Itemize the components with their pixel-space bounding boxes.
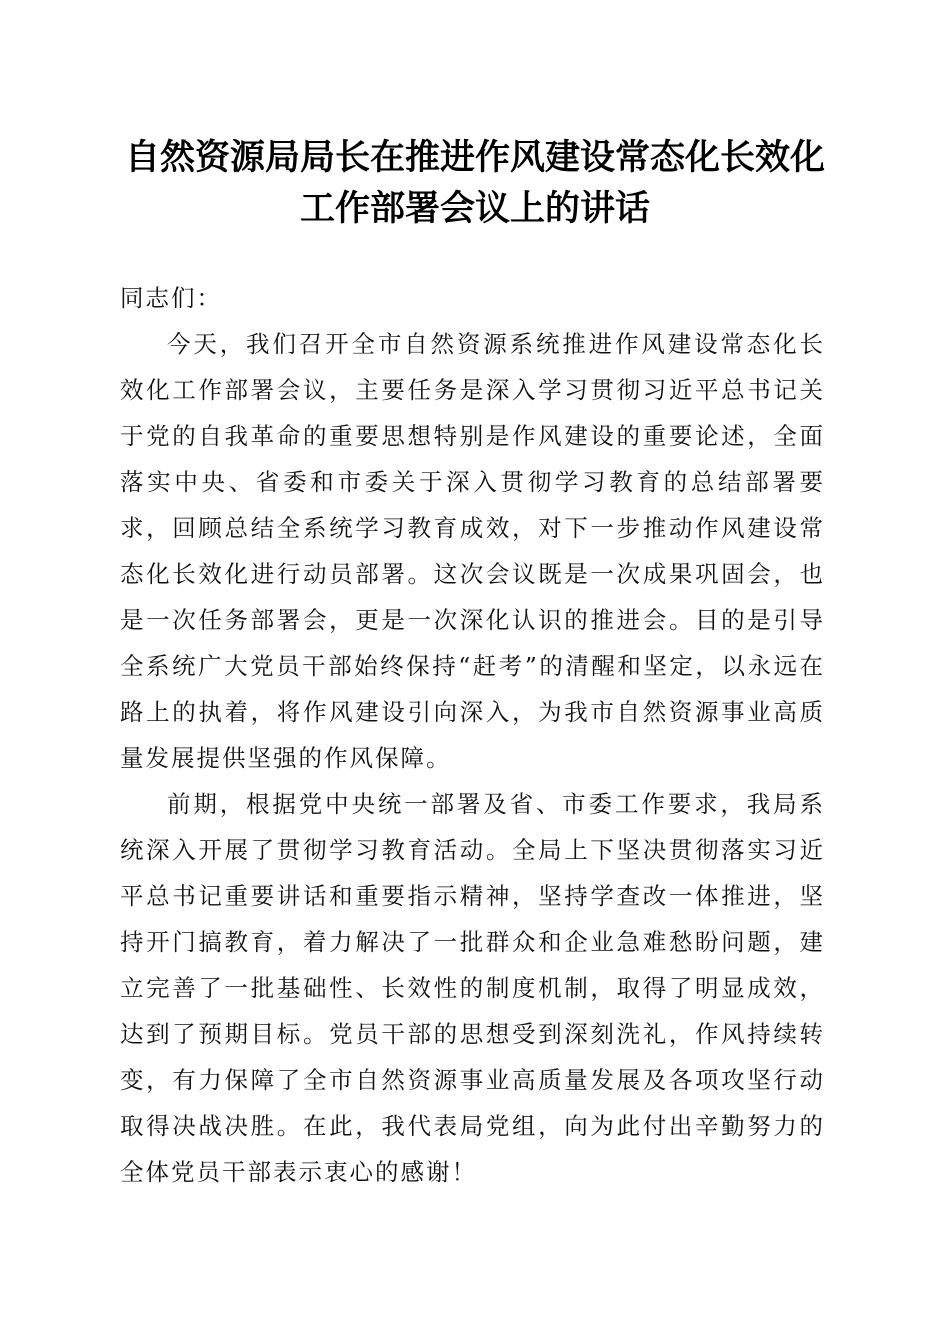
title-line-2: 工作部署会议上的讲话 xyxy=(299,188,650,229)
document-body xyxy=(120,275,825,1195)
paragraph-2: 前期，根据党中央统一部署及省、市委工作要求，我局系统深入开展了贯彻学习教育活动。全局上下坚决贯彻落实习近平总书记重要讲话和重要指示精神，坚持学查改一体推进，坚持开门搞教育，着力解决了一批群众和企业急难愁盼问题，建立完善了一批基础性、长效性的制度机制，取得了明显成效，达到了预期目标。党员干部的思想受到深刻洗礼，作风持续转变，有力保障了全市自然资源事业高质量发展及各项攻坚行动取得决战决胜。在此，我代表局党组，向为此付出辛勤努力的全体党员干部表示衷心的感谢！ xyxy=(120,790,825,1186)
paragraph-1: 今天，我们召开全市自然资源系统推进作风建设常态化长效化工作部署会议，主要任务是深入学习贯彻习近平总书记关于党的自我革命的重要思想特别是作风建设的重要论述，全面落实中央、省委和市委关于深入贯彻学习教育的总结部署要求，回顾总结全系统学习教育成效，对下一步推动作风建设常态化长效化进行动员部署。这次会议既是一次成果巩固会，也是一次任务部署会，更是一次深化认识的推进会。目的是引导全系统广大党员干部始终保持“赶考”的清醒和坚定，以永远在路上的执着，将作风建设引向深入，为我市自然资源事业高质量发展提供坚强的作风保障。 xyxy=(120,330,825,772)
document-title xyxy=(90,132,860,234)
salutation: 同志们： xyxy=(120,284,222,312)
title-line-1: 自然资源局局长在推进作风建设常态化长效化 xyxy=(124,137,825,178)
